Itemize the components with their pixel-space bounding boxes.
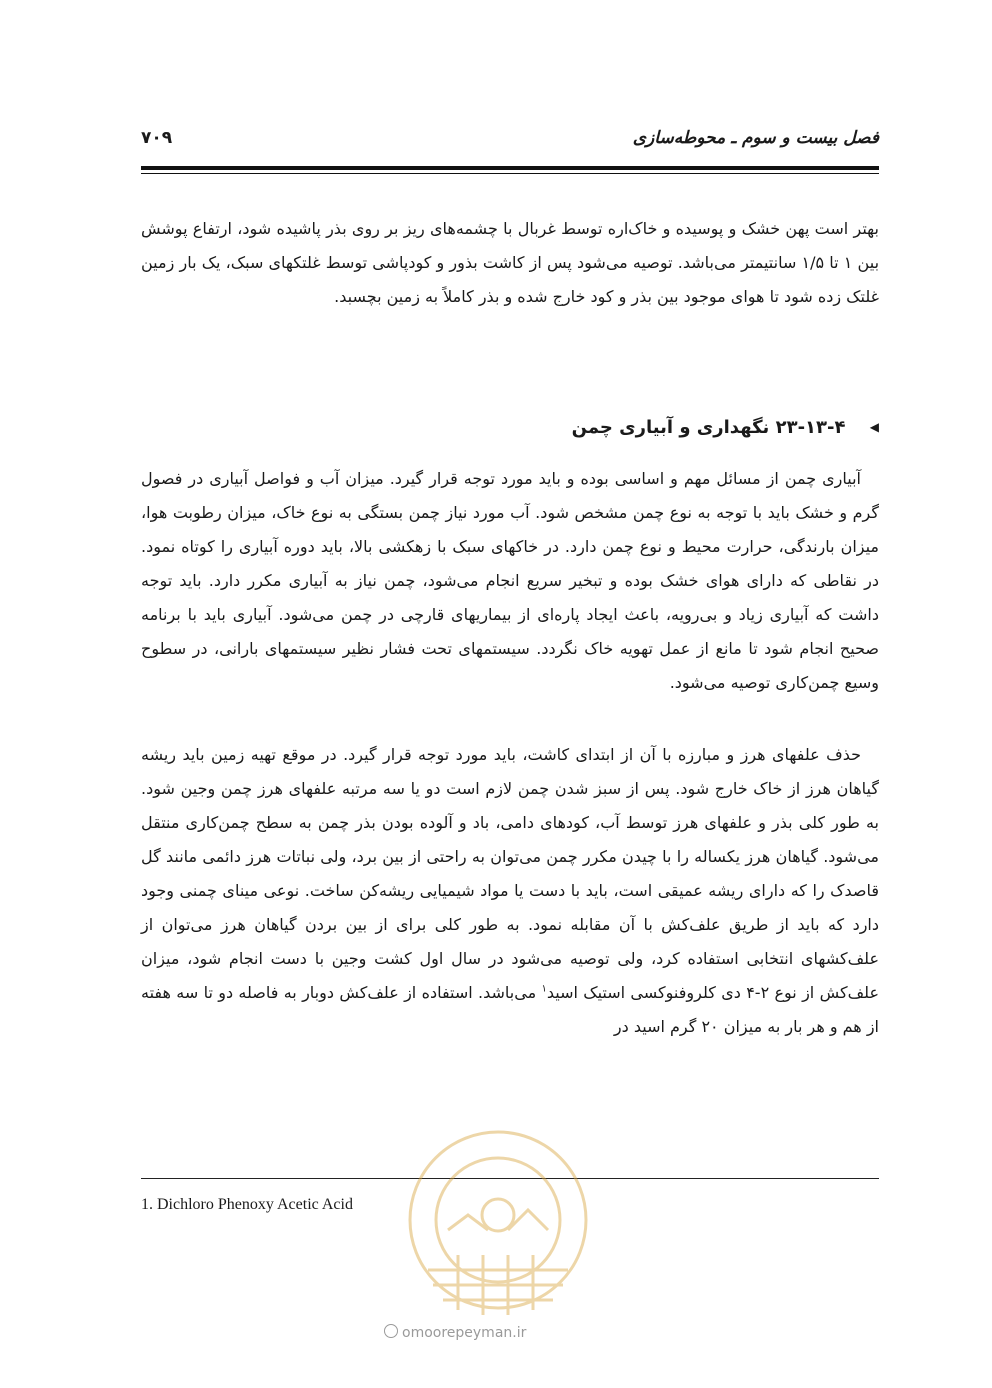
- section-heading: [572, 417, 879, 438]
- watermark-url: omoorepeyman.ir: [384, 1324, 526, 1341]
- header-rule-thick: [141, 166, 879, 170]
- section-number: ۲۳-۱۳-۴: [775, 417, 846, 438]
- chapter-title: فصل بیست و سوم ـ محوطه‌سازی: [632, 128, 879, 148]
- page-header: [141, 128, 879, 156]
- paragraph-seeding-cover: بهتر است پهن خشک و پوسیده و خاک‌اره توسط غربال با چشمه‌های ریز بر روی بذر پاشیده شود، ارتفاع پوشش بین ۱ تا ۱/۵ سانتیمتر می‌باشد. توصیه می‌شود پس از کاشت بذور و کودپاشی توسط غلتکهای سبک، یک بار زمین غلتک زده شود تا هوای موجود بین بذر و کود خارج شده و بذر کاملاً به زمین بچسبد.: [141, 219, 880, 306]
- header-rule-thin: [141, 173, 879, 174]
- section-title: نگهداری و آبیاری چمن: [571, 417, 770, 438]
- paragraph-weed-control: [141, 738, 879, 1044]
- weeds-text-end: می‌باشد. استفاده از علف‌کش دوبار به فاصله دو تا سه هفته از هم و هر بار به میزان ۲۰ گرم اسید در: [141, 983, 879, 1036]
- weeds-text: حذف علفهای هرز و مبارزه با آن از ابتدای کاشت، باید مورد توجه قرار گیرد. در موقع تهیه زمین باید ریشه گیاهان هرز از خاک خارج شود. پس از سبز شدن چمن لازم است دو یا سه مرتبه علفهای هرز چمن وجین شود. به طور کلی بذر و علفهای هرز توسط آب، کودهای دامی، باد و آلوده بودن بذر چمن به سطح چمن‌کاری منتقل می‌شود. گیاهان هرز یکساله را با چیدن مکرر چمن می‌توان به راحتی از بین برد، ولی نباتات هرز دائمی مانند گل قاصدک را که دارای ریشه عمیقی است، باید با دست یا مواد شیمیایی ریشه‌کن ساخت. نوعی مینای چمنی وجود دارد که باید از طریق علف‌کش با آن مقابله نمود. به طور کلی برای از بین بردن گیاهان هرز می‌توان از علف‌کشهای انتخابی استفاده کرد، ولی توصیه می‌شود در سال اول کشت وجین با دست انجام شود، میزان علف‌کش از نوع ۲-۴ دی کلروفنوکسی استیک اسید: [141, 745, 879, 1002]
- watermark-logo-icon: [384, 1324, 398, 1338]
- paragraph-irrigation: آبیاری چمن از مسائل مهم و اساسی بوده و باید مورد توجه قرار گیرد. میزان آب و فواصل آبیاری در فصول گرم و خشک باید با توجه به نوع چمن مشخص شود. آب مورد نیاز چمن بستگی به نوع خاک، میزان رطوبت هوا، میزان بارندگی، حرارت محیط و نوع چمن دارد. در خاکهای سبک با زهکشی بالا، باید دوره آبیاری را کوتاه نمود. در نقاطی که دارای هوای خشک بوده و تبخیر سریع انجام می‌شود، چمن نیاز به آبیاری مکرر دارد. باید توجه داشت که آبیاری زیاد و بی‌رویه، باعث ایجاد پاره‌ای از بیماریهای قارچی در چمن می‌شود. آبیاری باید با برنامه صحیح انجام شود تا مانع از عمل تهویه خاک نگردد. سیستمهای تحت فشار نظیر سیستمهای بارانی، در سطوح وسیع چمن‌کاری توصیه می‌شود.: [141, 469, 879, 692]
- footnote: 1. Dichloro Phenoxy Acetic Acid: [141, 1196, 353, 1213]
- page-number: ۷۰۹: [141, 128, 173, 148]
- footnote-reference[interactable]: ۱: [541, 983, 547, 995]
- watermark-seal-logo: [388, 1120, 608, 1320]
- bullet-arrow-icon: ◀: [869, 420, 879, 434]
